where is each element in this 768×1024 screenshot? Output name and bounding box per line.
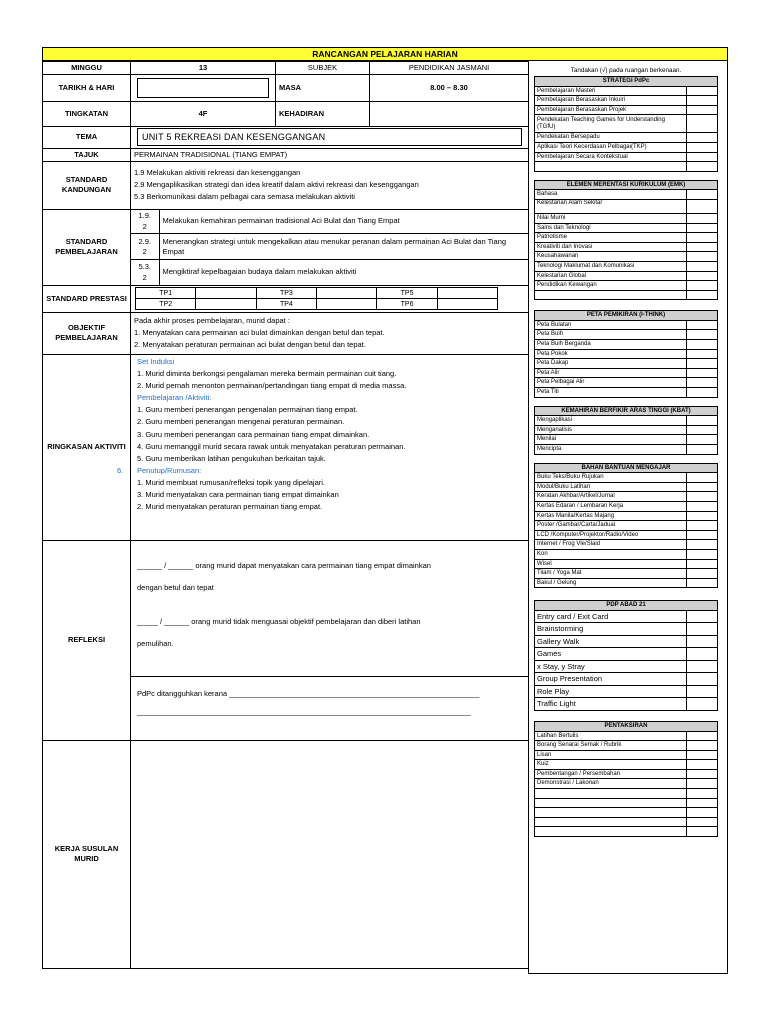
check-box[interactable] xyxy=(687,731,718,741)
ringkasan-label: RINGKASAN AKTIVITI xyxy=(43,354,131,540)
objektif-intro: Pada akhir proses pembelajaran, murid dapat : xyxy=(134,316,290,326)
sp-label: STANDARD PEMBELAJARAN xyxy=(43,209,131,285)
strategi-item xyxy=(535,162,687,172)
bahan-item: Kertas Manila/Kertas Majang xyxy=(535,511,687,521)
check-box[interactable] xyxy=(687,271,718,281)
side-note: Tandakan (√) pada ruangan berkenaan. xyxy=(570,67,682,74)
bahan-item: Buku Teks/Buku Rujukan xyxy=(535,473,687,483)
check-box[interactable] xyxy=(687,96,718,106)
bahan-table xyxy=(534,463,718,589)
pdpc-section[interactable] xyxy=(131,677,528,717)
emk-item: Kelestarian Global xyxy=(535,271,687,281)
abad21-item: Games xyxy=(535,648,687,661)
check-box[interactable] xyxy=(687,425,718,435)
refleksi-notes[interactable] xyxy=(131,541,528,677)
pentaksiran-item: Borang Senarai Semak / Rubrik xyxy=(535,741,687,751)
tp4-box[interactable] xyxy=(317,299,377,310)
tp1-box[interactable] xyxy=(196,288,256,299)
refleksi-line1b: dengan betul dan tepat xyxy=(137,582,214,592)
tp1-label: TP1 xyxy=(136,288,196,299)
strategi-item: Pembelajaran Masteri xyxy=(535,86,687,96)
tajuk-label: TAJUK xyxy=(43,148,131,161)
sk-item: 5.3 Berkomunikasi dalam pelbagai cara semasa melakukan aktiviti xyxy=(134,192,355,202)
check-box[interactable] xyxy=(687,635,718,648)
pemb-item: 3. Guru memberi penerangan cara permainan tiang empat dimainkan. xyxy=(137,429,370,439)
bahan-item: Kon xyxy=(535,549,687,559)
emk-item: Pendidikan Kewangan xyxy=(535,281,687,291)
kbat-table xyxy=(534,406,718,455)
bahan-item: Kertas Edaran / Lembaran Kerja xyxy=(535,501,687,511)
check-box[interactable] xyxy=(687,416,718,426)
tp6-box[interactable] xyxy=(437,299,497,310)
strategi-table xyxy=(534,76,718,172)
kbat-title: KEMAHIRAN BERFIKIR ARAS TINGGI (KBAT) xyxy=(535,406,718,416)
pemb-item: 5. Guru memberikan latihan pengukuhan berkaitan tajuk. xyxy=(137,453,326,463)
spr-label: STANDARD PRESTASI xyxy=(43,285,131,312)
tarikh-label: TARIKH & HARI xyxy=(43,74,131,101)
bahan-item: Modul/Buku Latihan xyxy=(535,482,687,492)
penutup-item: 3. Murid menyatakan cara permainan tiang empat dimainkan xyxy=(137,490,339,500)
refleksi-label: REFLEKSI xyxy=(43,540,131,740)
emk-item: Patriotisme xyxy=(535,233,687,243)
emk-item: Bahasa xyxy=(535,190,687,200)
check-box[interactable] xyxy=(687,199,718,213)
check-box[interactable] xyxy=(687,610,718,623)
check-box[interactable] xyxy=(687,142,718,152)
pentaksiran-item xyxy=(535,827,687,837)
tp3-label: TP3 xyxy=(256,288,316,299)
abad21-item: x Stay, y Stray xyxy=(535,660,687,673)
strategi-item: Pendekatan Bersepadu xyxy=(535,133,687,143)
penutup-item: 1. Murid membuat rumusan/refleksi topik yang dipelajari. xyxy=(137,478,326,487)
tarikh-field[interactable] xyxy=(137,78,269,98)
kbat-item: Mengaplikasi xyxy=(535,416,687,426)
check-box[interactable] xyxy=(687,281,718,291)
check-box[interactable] xyxy=(687,482,718,492)
penutup-heading: 6. Penutup/Rumusan: xyxy=(117,465,202,475)
abad21-item: Role Play xyxy=(535,685,687,698)
pemb-item: 4. Guru memanggil murid secara rawak untuk menyatakan peraturan permainan. xyxy=(137,441,406,451)
strategi-item: Pembelajaran Berasaskan Projek xyxy=(535,105,687,115)
kerja-label: KERJA SUSULAN MURID xyxy=(43,740,131,968)
tema-value[interactable]: UNIT 5 REKREASI DAN KESENGGANGAN xyxy=(137,128,522,146)
objektif-content xyxy=(131,312,529,354)
check-box[interactable] xyxy=(687,648,718,661)
kbat-item: Mencipta xyxy=(535,445,687,455)
check-box[interactable] xyxy=(687,492,718,502)
check-box[interactable] xyxy=(687,320,718,330)
check-box[interactable] xyxy=(687,779,718,789)
lesson-plan-table xyxy=(42,47,529,969)
sp-code: 1.9. 2 xyxy=(131,210,159,234)
kbat-item: Menilai xyxy=(535,435,687,445)
check-box[interactable] xyxy=(687,559,718,569)
ithink-title: PETA PEMIKIRAN (I-THINK) xyxy=(535,311,718,321)
tp4-label: TP4 xyxy=(256,299,316,310)
sp-code: 2.9. 2 xyxy=(131,234,159,260)
tp2-label: TP2 xyxy=(136,299,196,310)
emk-title: ELEMEN MERENTASI KURIKULUM (EMK) xyxy=(535,180,718,190)
page-title: RANCANGAN PELAJARAN HARIAN xyxy=(42,47,728,61)
tp3-box[interactable] xyxy=(317,288,377,299)
check-box[interactable] xyxy=(687,190,718,200)
pemb-item: 2. Guru memberi penerangan mengenai peraturan permainan. xyxy=(137,417,345,427)
tp-grid xyxy=(135,287,498,310)
sp-code: 5.3. 2 xyxy=(131,260,159,285)
set-induksi-heading: Set Induksi xyxy=(137,356,175,366)
pentaksiran-item xyxy=(535,817,687,827)
tingkatan-label: TINGKATAN xyxy=(43,101,131,126)
ithink-item: Peta Buih xyxy=(535,330,687,340)
pentaksiran-item xyxy=(535,798,687,808)
kbat-item: Menganalisis xyxy=(535,425,687,435)
bahan-item: Internet / Frog Vle/Slaid xyxy=(535,540,687,550)
check-box[interactable] xyxy=(687,435,718,445)
sk-item: 2.9 Mengaplikasikan strategi dan idea kreatif dalam aktivi rekreasi dan kesenggangan xyxy=(134,180,419,190)
check-box[interactable] xyxy=(687,511,718,521)
sp-text: Mengiktiraf kepelbagaian budaya dalam melakukan aktiviti xyxy=(159,260,528,285)
pembelajaran-heading: Pembelajaran /Aktiviti: xyxy=(137,393,212,403)
bahan-item: Keratan Akhbar/Artikel/Jurnal xyxy=(535,492,687,502)
kehadiran-value[interactable] xyxy=(370,101,529,126)
emk-table xyxy=(534,180,718,301)
pdpc-line: PdPc ditangguhkan kerana ____________________________________________________________ xyxy=(137,688,480,698)
refleksi-line2: _____ / ______ orang murid tidak menguasai objektif pembelajaran dan diberi latihan xyxy=(137,617,421,626)
objektif-label: OBJEKTIF PEMBELAJARAN xyxy=(43,312,131,354)
check-box[interactable] xyxy=(687,349,718,359)
tp5-box[interactable] xyxy=(437,288,497,299)
check-box[interactable] xyxy=(687,242,718,252)
pentaksiran-item: Latihan Bertulis xyxy=(535,731,687,741)
strategi-item: Pendekatan Teaching Games for Understanding (TGfU) xyxy=(535,115,687,133)
ringkasan-content xyxy=(117,354,529,540)
check-box[interactable] xyxy=(687,359,718,369)
masa-value[interactable]: 8.00 – 8.30 xyxy=(370,74,529,101)
ithink-item: Peta Buih Berganda xyxy=(535,340,687,350)
check-box[interactable] xyxy=(687,673,718,686)
check-box[interactable] xyxy=(687,501,718,511)
subjek-label: SUBJEK xyxy=(276,61,370,74)
strategi-item: Aplikasi Teori Kecerdasan Pelbagai(TKP) xyxy=(535,142,687,152)
check-box[interactable] xyxy=(687,133,718,143)
check-box[interactable] xyxy=(687,660,718,673)
tp2-box[interactable] xyxy=(196,299,256,310)
check-box[interactable] xyxy=(687,578,718,588)
check-box[interactable] xyxy=(687,378,718,388)
emk-item: Kreativiti dan Inovasi xyxy=(535,242,687,252)
check-box[interactable] xyxy=(687,789,718,799)
pentaksiran-item: Kuiz xyxy=(535,760,687,770)
set-item: 2. Murid pernah menonton permainan/pertandingan tiang empat di media massa. xyxy=(137,381,407,390)
bahan-title: BAHAN BANTUAN MENGAJAR xyxy=(535,463,718,473)
pentaksiran-item xyxy=(535,808,687,818)
tema-label: TEMA xyxy=(43,126,131,148)
ithink-item: Peta Bulatan xyxy=(535,320,687,330)
check-box[interactable] xyxy=(687,569,718,579)
objektif-item: 2. Menyatakan peraturan permainan aci bulat dengan betul dan tepat. xyxy=(134,340,366,350)
pentaksiran-item: Demonstrasi / Lakonan xyxy=(535,779,687,789)
emk-item: Teknologi Maklumat dan Komunikasi xyxy=(535,261,687,271)
subjek-value[interactable]: PENDIDIKAN JASMANI xyxy=(370,61,529,74)
check-box[interactable] xyxy=(687,86,718,96)
tp6-label: TP6 xyxy=(377,299,437,310)
pentaksiran-table xyxy=(534,721,718,837)
abad21-item: Group Presentation xyxy=(535,673,687,686)
pentaksiran-item: Lisan xyxy=(535,750,687,760)
emk-item xyxy=(535,290,687,300)
check-box[interactable] xyxy=(687,105,718,115)
check-box[interactable] xyxy=(687,827,718,837)
ithink-item: Peta Pelbagai Alir xyxy=(535,378,687,388)
strategi-item: Pembelajaran Berasaskan Inkuiri xyxy=(535,96,687,106)
abad21-item: Gallery Walk xyxy=(535,635,687,648)
sk-item: 1.9 Melakukan aktiviti rekreasi dan kesenggangan xyxy=(134,168,301,178)
emk-item: Keusahawanan xyxy=(535,252,687,262)
check-box[interactable] xyxy=(687,698,718,711)
check-box[interactable] xyxy=(687,540,718,550)
sp-text: Menerangkan strategi untuk mengekalkan atau menukar peranan dalam permainan Aci Bulat dan Tiang Empat xyxy=(159,234,528,260)
strategi-item: Pembelajaran Secara Kontekstual xyxy=(535,152,687,162)
abad21-item: Entry card / Exit Card xyxy=(535,610,687,623)
check-box[interactable] xyxy=(687,330,718,340)
minggu-value[interactable]: 13 xyxy=(131,61,276,74)
check-box[interactable] xyxy=(687,115,718,133)
check-box[interactable] xyxy=(687,261,718,271)
side-panel xyxy=(534,67,718,843)
tajuk-value[interactable]: PERMAINAN TRADISIONAL (TIANG EMPAT) xyxy=(131,148,529,161)
bahan-item: Tilam / Yoga Mat xyxy=(535,569,687,579)
ithink-item: Peta Alir xyxy=(535,368,687,378)
check-box[interactable] xyxy=(687,152,718,162)
sp-text: Melakukan kemahiran permainan tradisional Aci Bulat dan Tiang Empat xyxy=(159,210,528,234)
pentaksiran-title: PENTAKSIRAN xyxy=(535,721,718,731)
abad21-title: PDP ABAD 21 xyxy=(535,601,718,611)
bahan-item: Bakul / Gelung xyxy=(535,578,687,588)
check-box[interactable] xyxy=(687,388,718,398)
check-box[interactable] xyxy=(687,685,718,698)
masa-label: MASA xyxy=(276,74,370,101)
pemb-item: 1. Guru memberi penerangan pengenalan permainan tiang empat. xyxy=(137,405,358,415)
check-box[interactable] xyxy=(687,213,718,223)
ithink-item: Peta Dakap xyxy=(535,359,687,369)
refleksi-line1: ______ / ______ orang murid dapat menyatakan cara permainan tiang empat dimainkan xyxy=(137,560,431,570)
check-box[interactable] xyxy=(687,233,718,243)
check-box[interactable] xyxy=(687,808,718,818)
check-box[interactable] xyxy=(687,769,718,779)
bahan-item: LCD /Komputer/Projektor/Radio/Video xyxy=(535,530,687,540)
ithink-item: Peta Pokok xyxy=(535,349,687,359)
check-box[interactable] xyxy=(687,760,718,770)
strategi-title: STRATEGI PdPc xyxy=(535,77,718,87)
refleksi-line2b: pemulihan. xyxy=(137,639,174,649)
sk-label: STANDARD KANDUNGAN xyxy=(43,161,131,209)
pentaksiran-item xyxy=(535,789,687,799)
ithink-table xyxy=(534,310,718,397)
check-box[interactable] xyxy=(687,445,718,455)
emk-item: Sains dan Teknologi xyxy=(535,223,687,233)
check-box[interactable] xyxy=(687,223,718,233)
abad21-table xyxy=(534,600,718,711)
sp-table xyxy=(131,210,528,285)
sk-list xyxy=(131,161,529,209)
minggu-label: MINGGU xyxy=(43,61,131,74)
abad21-item: Traffic Light xyxy=(535,698,687,711)
set-item: 1. Murid diminta berkongsi pengalaman mereka bermain permainan cuit tiang. xyxy=(137,368,397,378)
abad21-item: Brainstorming xyxy=(535,623,687,636)
emk-item: Kelestarian Alam Sekitar xyxy=(535,199,687,213)
check-box[interactable] xyxy=(687,530,718,540)
emk-item: Nilai Murni xyxy=(535,213,687,223)
check-box[interactable] xyxy=(687,368,718,378)
penutup-number: 6. xyxy=(117,465,124,475)
check-box[interactable] xyxy=(687,162,718,172)
check-box[interactable] xyxy=(687,549,718,559)
penutup-item: 2. Murid menyatakan peraturan permainan tiang empat. xyxy=(137,502,323,512)
check-box[interactable] xyxy=(687,817,718,827)
check-box[interactable] xyxy=(687,798,718,808)
kehadiran-label: KEHADIRAN xyxy=(276,101,370,126)
tp5-label: TP5 xyxy=(377,288,437,299)
check-box[interactable] xyxy=(687,521,718,531)
objektif-item: 1. Menyatakan cara permainan aci bulat dimainkan dengan betul dan tepat. xyxy=(134,328,385,338)
check-box[interactable] xyxy=(687,623,718,636)
bahan-item: Wisel xyxy=(535,559,687,569)
pentaksiran-item: Pembentangan / Persembahan xyxy=(535,769,687,779)
check-box[interactable] xyxy=(687,340,718,350)
check-box[interactable] xyxy=(687,473,718,483)
bahan-item: Poster /Gambar/Carta/Jadual xyxy=(535,521,687,531)
check-box[interactable] xyxy=(687,290,718,300)
check-box[interactable] xyxy=(687,741,718,751)
tingkatan-value[interactable]: 4F xyxy=(131,101,276,126)
check-box[interactable] xyxy=(687,750,718,760)
check-box[interactable] xyxy=(687,252,718,262)
pdpc-line2: ________________________________________________________________________________ xyxy=(137,706,471,716)
ithink-item: Peta Titi xyxy=(535,388,687,398)
kerja-content[interactable] xyxy=(131,740,529,968)
